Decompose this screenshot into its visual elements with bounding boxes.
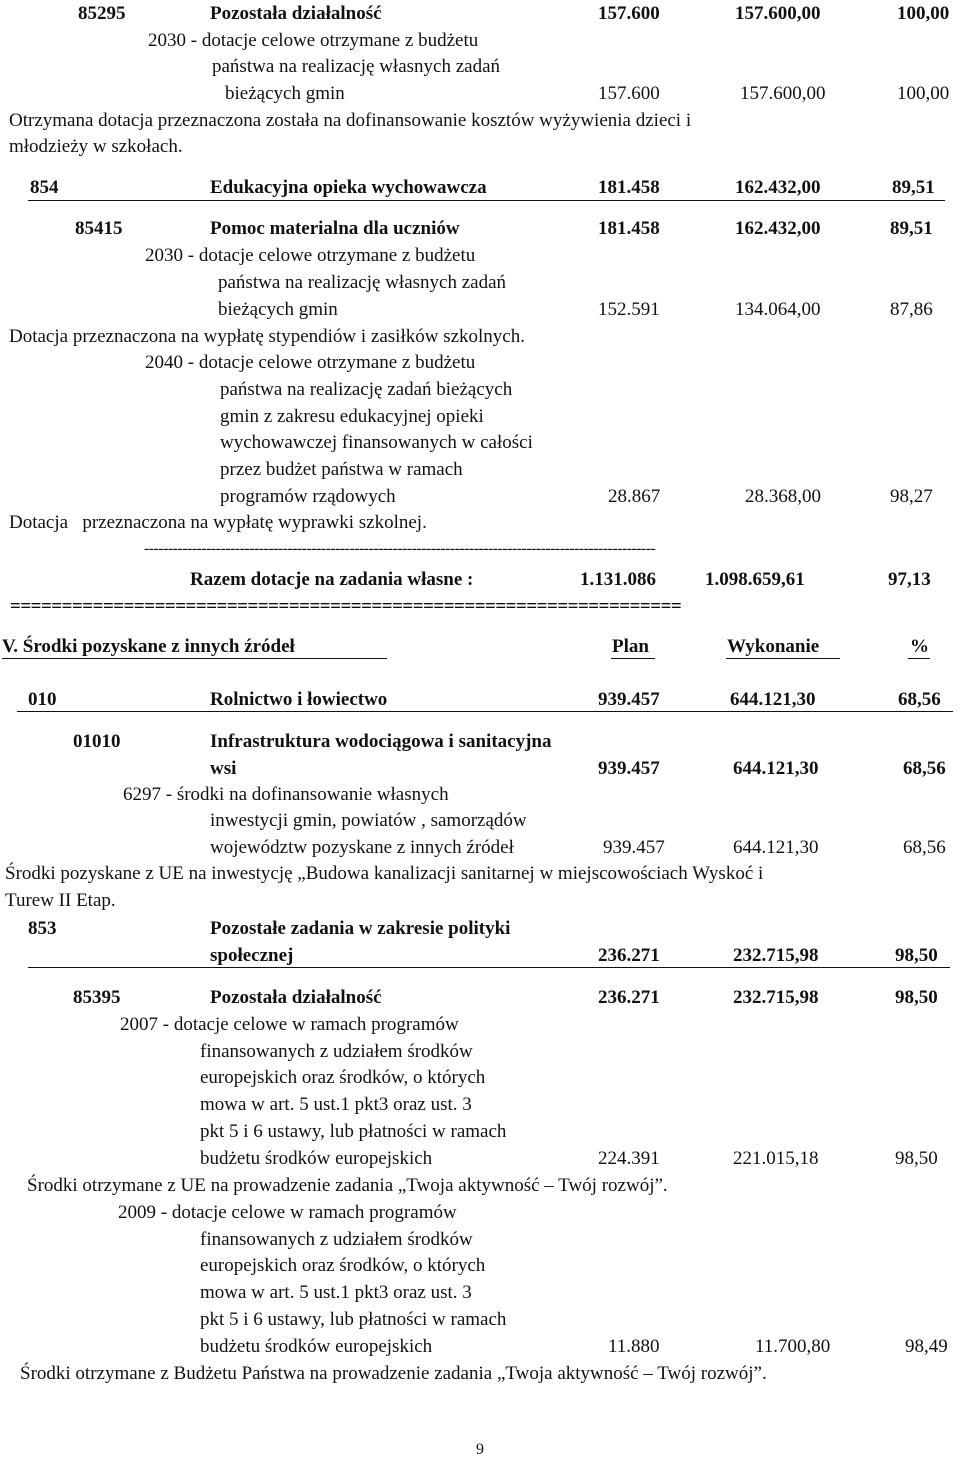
row-pct: 100,00	[897, 3, 950, 24]
row-name: Pozostała działalność	[210, 3, 382, 24]
equals-separator: =================================================================	[10, 596, 682, 617]
section-plan: 939.457	[598, 689, 660, 710]
note: Środki pozyskane z UE na inwestycję „Budowa kanalizacji sanitarnej w miejscowościach Wyskoć i	[5, 863, 764, 884]
item-desc: finansowanych z udziałem środków	[200, 1041, 473, 1062]
item-desc: programów rządowych	[220, 486, 396, 507]
item-desc: bieżących gmin	[225, 83, 345, 104]
section-pct: 68,56	[898, 689, 941, 710]
row-code: 85395	[73, 987, 121, 1008]
section-pct: 89,51	[892, 177, 935, 198]
section-plan: 236.271	[598, 945, 660, 966]
row-exec: 157.600,00	[735, 3, 821, 24]
item-desc: państwa na realizację zadań bieżących	[220, 379, 513, 400]
note: Środki otrzymane z UE na prowadzenie zadania „Twoja aktywność – Twój rozwój”.	[27, 1175, 668, 1196]
row-pct: 68,56	[903, 758, 946, 779]
total-label: Razem dotacje na zadania własne :	[190, 569, 474, 590]
total-pct: 97,13	[888, 569, 931, 590]
row-plan: 181.458	[598, 218, 660, 239]
item-desc: 2007 - dotacje celowe w ramach programów	[120, 1014, 459, 1035]
section-pct: 98,50	[895, 945, 938, 966]
item-pct: 98,27	[890, 486, 933, 507]
item-desc: pkt 5 i 6 ustawy, lub płatności w ramach	[200, 1121, 507, 1142]
section-underline	[28, 967, 950, 968]
item-pct: 87,86	[890, 299, 933, 320]
item-exec: 644.121,30	[733, 837, 819, 858]
item-exec: 157.600,00	[740, 83, 826, 104]
item-exec: 221.015,18	[733, 1148, 819, 1169]
section-exec: 644.121,30	[730, 689, 816, 710]
total-plan: 1.131.086	[580, 569, 656, 590]
row-name: Pomoc materialna dla uczniów	[210, 218, 460, 239]
row-plan: 236.271	[598, 987, 660, 1008]
item-desc: gmin z zakresu edukacyjnej opieki	[220, 406, 484, 427]
underline	[908, 658, 930, 659]
item-desc: państwa na realizację własnych zadań	[212, 56, 501, 77]
header-exec: Wykonanie	[727, 636, 820, 657]
item-desc: pkt 5 i 6 ustawy, lub płatności w ramach	[200, 1309, 507, 1330]
section-underline	[28, 200, 945, 201]
item-pct: 100,00	[897, 83, 950, 104]
item-desc: 2030 - dotacje celowe otrzymane z budżetu	[148, 30, 479, 51]
page-number: 9	[476, 1441, 484, 1458]
header-plan: Plan	[612, 636, 649, 657]
item-plan: 11.880	[608, 1336, 660, 1357]
item-plan: 939.457	[603, 837, 665, 858]
section-name: Pozostałe zadania w zakresie polityki	[210, 918, 511, 939]
item-pct: 98,50	[895, 1148, 938, 1169]
item-desc: 6297 - środki na dofinansowanie własnych	[123, 784, 449, 805]
note: Otrzymana dotacja przeznaczona została na dofinansowanie kosztów wyżywienia dzieci i	[9, 110, 692, 131]
section-exec: 162.432,00	[735, 177, 821, 198]
note: młodzieży w szkołach.	[9, 136, 183, 157]
note-part: przeznaczona na wypłatę wyprawki szkolnej.	[82, 512, 427, 533]
section-underline	[17, 711, 953, 712]
row-name: Pozostała działalność	[210, 987, 382, 1008]
section-code: 010	[28, 689, 57, 710]
row-plan: 157.600	[598, 3, 660, 24]
item-desc: budżetu środków europejskich	[200, 1148, 433, 1169]
underline	[2, 658, 387, 659]
row-plan: 939.457	[598, 758, 660, 779]
item-desc: państwa na realizację własnych zadań	[218, 272, 507, 293]
item-desc: finansowanych z udziałem środków	[200, 1229, 473, 1250]
section-plan: 181.458	[598, 177, 660, 198]
row-exec: 162.432,00	[735, 218, 821, 239]
note: Środki otrzymane z Budżetu Państwa na prowadzenie zadania „Twoja aktywność – Twój rozwój”.	[20, 1363, 767, 1384]
item-plan: 157.600	[598, 83, 660, 104]
underline	[726, 658, 840, 659]
section-code: 853	[28, 918, 57, 939]
section-v-title: V. Środki pozyskane z innych źródeł	[2, 636, 295, 657]
note	[9, 513, 427, 532]
item-desc: wychowawczej finansowanych w całości	[220, 432, 533, 453]
item-desc: 2009 - dotacje celowe w ramach programów	[118, 1202, 457, 1223]
item-exec: 28.368,00	[745, 486, 821, 507]
section-exec: 232.715,98	[733, 945, 819, 966]
row-name: Infrastruktura wodociągowa i sanitacyjna	[210, 731, 552, 752]
item-pct: 98,49	[905, 1336, 948, 1357]
row-code: 01010	[73, 731, 121, 752]
item-desc: europejskich oraz środków, o których	[200, 1255, 486, 1276]
item-exec: 11.700,80	[755, 1336, 831, 1357]
item-desc: mowa w art. 5 ust.1 pkt3 oraz ust. 3	[200, 1094, 472, 1115]
item-desc: bieżących gmin	[218, 299, 338, 320]
section-name: Rolnictwo i łowiectwo	[210, 689, 388, 710]
note: Turew II Etap.	[5, 890, 116, 911]
item-pct: 68,56	[903, 837, 946, 858]
underline	[611, 658, 655, 659]
section-name: społecznej	[210, 945, 294, 966]
item-desc: przez budżet państwa w ramach	[220, 459, 463, 480]
row-exec: 644.121,30	[733, 758, 819, 779]
row-code: 85295	[78, 3, 126, 24]
item-desc: 2040 - dotacje celowe otrzymane z budżetu	[145, 352, 476, 373]
section-name: Edukacyjna opieka wychowawcza	[210, 177, 487, 198]
item-plan: 28.867	[608, 486, 661, 507]
total-exec: 1.098.659,61	[705, 569, 805, 590]
item-desc: 2030 - dotacje celowe otrzymane z budżetu	[145, 245, 476, 266]
row-name: wsi	[210, 758, 237, 779]
dash-separator: -----------------------------------------------------------------------------------------------------------	[144, 540, 656, 557]
section-code: 854	[30, 177, 59, 198]
item-desc: mowa w art. 5 ust.1 pkt3 oraz ust. 3	[200, 1282, 472, 1303]
item-exec: 134.064,00	[735, 299, 821, 320]
row-pct: 98,50	[895, 987, 938, 1008]
row-exec: 232.715,98	[733, 987, 819, 1008]
row-code: 85415	[75, 218, 123, 239]
item-desc: budżetu środków europejskich	[200, 1336, 433, 1357]
row-pct: 89,51	[890, 218, 933, 239]
note: Dotacja przeznaczona na wypłatę stypendiów i zasiłków szkolnych.	[9, 326, 525, 347]
item-desc: europejskich oraz środków, o których	[200, 1067, 486, 1088]
item-plan: 152.591	[598, 299, 660, 320]
item-desc: województw pozyskane z innych źródeł	[210, 837, 514, 858]
header-pct: %	[910, 636, 929, 657]
item-desc: inwestycji gmin, powiatów , samorządów	[210, 810, 527, 831]
item-plan: 224.391	[598, 1148, 660, 1169]
note-part: Dotacja	[9, 512, 69, 533]
